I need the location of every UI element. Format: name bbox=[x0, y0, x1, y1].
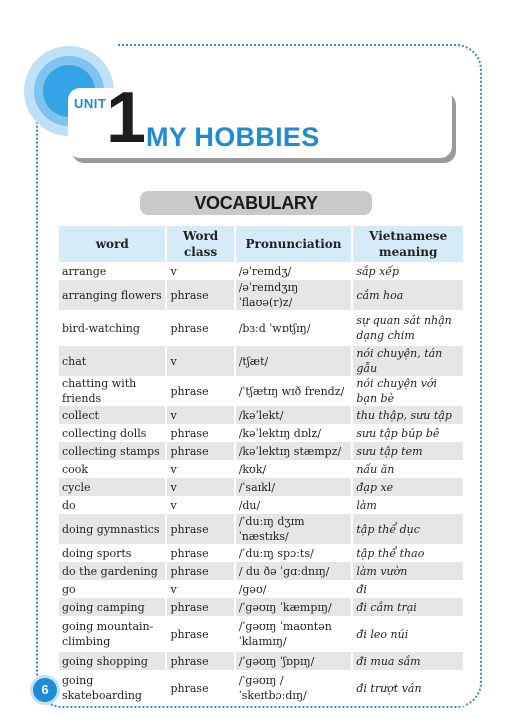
table-row bbox=[59, 670, 464, 706]
table-row bbox=[59, 280, 464, 310]
cell-meaning: làm bbox=[352, 496, 464, 514]
table-row bbox=[59, 616, 464, 652]
cell-word: go bbox=[59, 580, 166, 598]
cell-word-class: v bbox=[166, 406, 234, 424]
cell-word: doing sports bbox=[59, 544, 166, 562]
cell-word: arrange bbox=[59, 262, 166, 280]
unit-label: UNIT bbox=[74, 96, 107, 111]
cell-pronunciation: /ˈduːɪŋ dʒɪmˈnæstɪks/ bbox=[235, 514, 353, 544]
cell-meaning: sưu tập búp bê bbox=[352, 424, 464, 442]
table-row bbox=[59, 562, 464, 580]
cell-pronunciation: /ɡəʊ/ bbox=[235, 580, 353, 598]
cell-word-class: phrase bbox=[166, 652, 234, 670]
cell-meaning: sự quan sát nhận dạng chim bbox=[352, 310, 464, 346]
cell-word-class: phrase bbox=[166, 280, 234, 310]
cell-word-class: v bbox=[166, 580, 234, 598]
cell-meaning: đi trượt ván bbox=[352, 670, 464, 706]
cell-word-class: phrase bbox=[166, 310, 234, 346]
unit-title: MY HOBBIES bbox=[146, 122, 320, 152]
cell-meaning: sắp xếp bbox=[352, 262, 464, 280]
cell-meaning: đi leo núi bbox=[352, 616, 464, 652]
table-row bbox=[59, 376, 464, 406]
cell-pronunciation: /bɜːd ˈwɒtʃɪŋ/ bbox=[235, 310, 353, 346]
cell-word: going skateboarding bbox=[59, 670, 166, 706]
unit-number: 1 bbox=[106, 78, 147, 158]
table-body bbox=[59, 262, 464, 706]
cell-word-class: v bbox=[166, 262, 234, 280]
cell-word: cook bbox=[59, 460, 166, 478]
cell-meaning: nói chuyện, tán gẫu bbox=[352, 346, 464, 376]
table-row bbox=[59, 310, 464, 346]
table-row bbox=[59, 424, 464, 442]
cell-word-class: phrase bbox=[166, 562, 234, 580]
cell-word: do bbox=[59, 496, 166, 514]
table-row bbox=[59, 496, 464, 514]
cell-pronunciation: /kʊk/ bbox=[235, 460, 353, 478]
header-pronunciation: Pronunciation bbox=[235, 226, 353, 262]
cell-pronunciation: /ˈtʃætɪŋ wɪð frendz/ bbox=[235, 376, 353, 406]
cell-word: cycle bbox=[59, 478, 166, 496]
cell-word: collecting stamps bbox=[59, 442, 166, 460]
cell-word: chat bbox=[59, 346, 166, 376]
cell-meaning: đi mua sắm bbox=[352, 652, 464, 670]
cell-pronunciation: /ˈɡəʊɪŋ /ˈskeɪtbɔːdɪŋ/ bbox=[235, 670, 353, 706]
vocabulary-table bbox=[59, 226, 465, 706]
cell-pronunciation: /kəˈlekt/ bbox=[235, 406, 353, 424]
cell-word-class: v bbox=[166, 460, 234, 478]
cell-word-class: phrase bbox=[166, 598, 234, 616]
cell-meaning: đạp xe bbox=[352, 478, 464, 496]
cell-pronunciation: /ˈɡəʊɪŋ ˈkæmpɪŋ/ bbox=[235, 598, 353, 616]
cell-word-class: phrase bbox=[166, 424, 234, 442]
table-header-row bbox=[59, 226, 464, 262]
cell-meaning: làm vườn bbox=[352, 562, 464, 580]
header-meaning: Vietnamese meaning bbox=[352, 226, 464, 262]
table-row bbox=[59, 652, 464, 670]
cell-word: going mountain-climbing bbox=[59, 616, 166, 652]
section-heading: VOCABULARY bbox=[140, 191, 372, 215]
cell-word: do the gardening bbox=[59, 562, 166, 580]
header-word: word bbox=[59, 226, 166, 262]
cell-word-class: phrase bbox=[166, 514, 234, 544]
cell-meaning: thu thập, sưu tập bbox=[352, 406, 464, 424]
cell-meaning: sưu tập tem bbox=[352, 442, 464, 460]
cell-meaning: tập thể thao bbox=[352, 544, 464, 562]
table-row bbox=[59, 262, 464, 280]
cell-word-class: phrase bbox=[166, 616, 234, 652]
cell-pronunciation: /tʃæt/ bbox=[235, 346, 353, 376]
table-row bbox=[59, 544, 464, 562]
table-row bbox=[59, 580, 464, 598]
cell-meaning: nói chuyện với bạn bè bbox=[352, 376, 464, 406]
table-row bbox=[59, 406, 464, 424]
cell-word: arranging flowers bbox=[59, 280, 166, 310]
cell-pronunciation: /ˈɡəʊɪŋ ˈʃɒpɪŋ/ bbox=[235, 652, 353, 670]
cell-meaning: đi cắm trại bbox=[352, 598, 464, 616]
cell-word: chatting with friends bbox=[59, 376, 166, 406]
cell-word: bird-watching bbox=[59, 310, 166, 346]
cell-word: going camping bbox=[59, 598, 166, 616]
cell-pronunciation: /ˈsaɪkl/ bbox=[235, 478, 353, 496]
cell-pronunciation: /kəˈlektɪŋ dɒlz/ bbox=[235, 424, 353, 442]
cell-pronunciation: /du/ bbox=[235, 496, 353, 514]
cell-meaning: cắm hoa bbox=[352, 280, 464, 310]
cell-pronunciation: /əˈreɪndʒ/ bbox=[235, 262, 353, 280]
table-row bbox=[59, 598, 464, 616]
cell-meaning: nấu ăn bbox=[352, 460, 464, 478]
header-word-class: Word class bbox=[166, 226, 234, 262]
cell-pronunciation: /ˈduːɪŋ spɔːts/ bbox=[235, 544, 353, 562]
table-row bbox=[59, 442, 464, 460]
page-number: 6 bbox=[33, 678, 57, 702]
cell-pronunciation: /ˈɡəʊɪŋ ˈmaʊntən ˈklaɪmɪŋ/ bbox=[235, 616, 353, 652]
table-row bbox=[59, 478, 464, 496]
cell-word-class: phrase bbox=[166, 670, 234, 706]
cell-pronunciation: / du ðə ˈɡɑːdnɪŋ/ bbox=[235, 562, 353, 580]
cell-pronunciation: /kəˈlektɪŋ stæmpz/ bbox=[235, 442, 353, 460]
table-row bbox=[59, 346, 464, 376]
cell-word: going shopping bbox=[59, 652, 166, 670]
cell-meaning: đi bbox=[352, 580, 464, 598]
cell-pronunciation: /əˈreɪndʒɪŋ ˈflaʊə(r)z/ bbox=[235, 280, 353, 310]
cell-word-class: phrase bbox=[166, 544, 234, 562]
cell-word-class: v bbox=[166, 478, 234, 496]
table-row bbox=[59, 460, 464, 478]
cell-word: doing gymnastics bbox=[59, 514, 166, 544]
cell-word-class: phrase bbox=[166, 376, 234, 406]
table-row bbox=[59, 514, 464, 544]
cell-word-class: v bbox=[166, 346, 234, 376]
cell-word-class: v bbox=[166, 496, 234, 514]
cell-word-class: phrase bbox=[166, 442, 234, 460]
cell-word: collecting dolls bbox=[59, 424, 166, 442]
cell-word: collect bbox=[59, 406, 166, 424]
cell-meaning: tập thể dục bbox=[352, 514, 464, 544]
